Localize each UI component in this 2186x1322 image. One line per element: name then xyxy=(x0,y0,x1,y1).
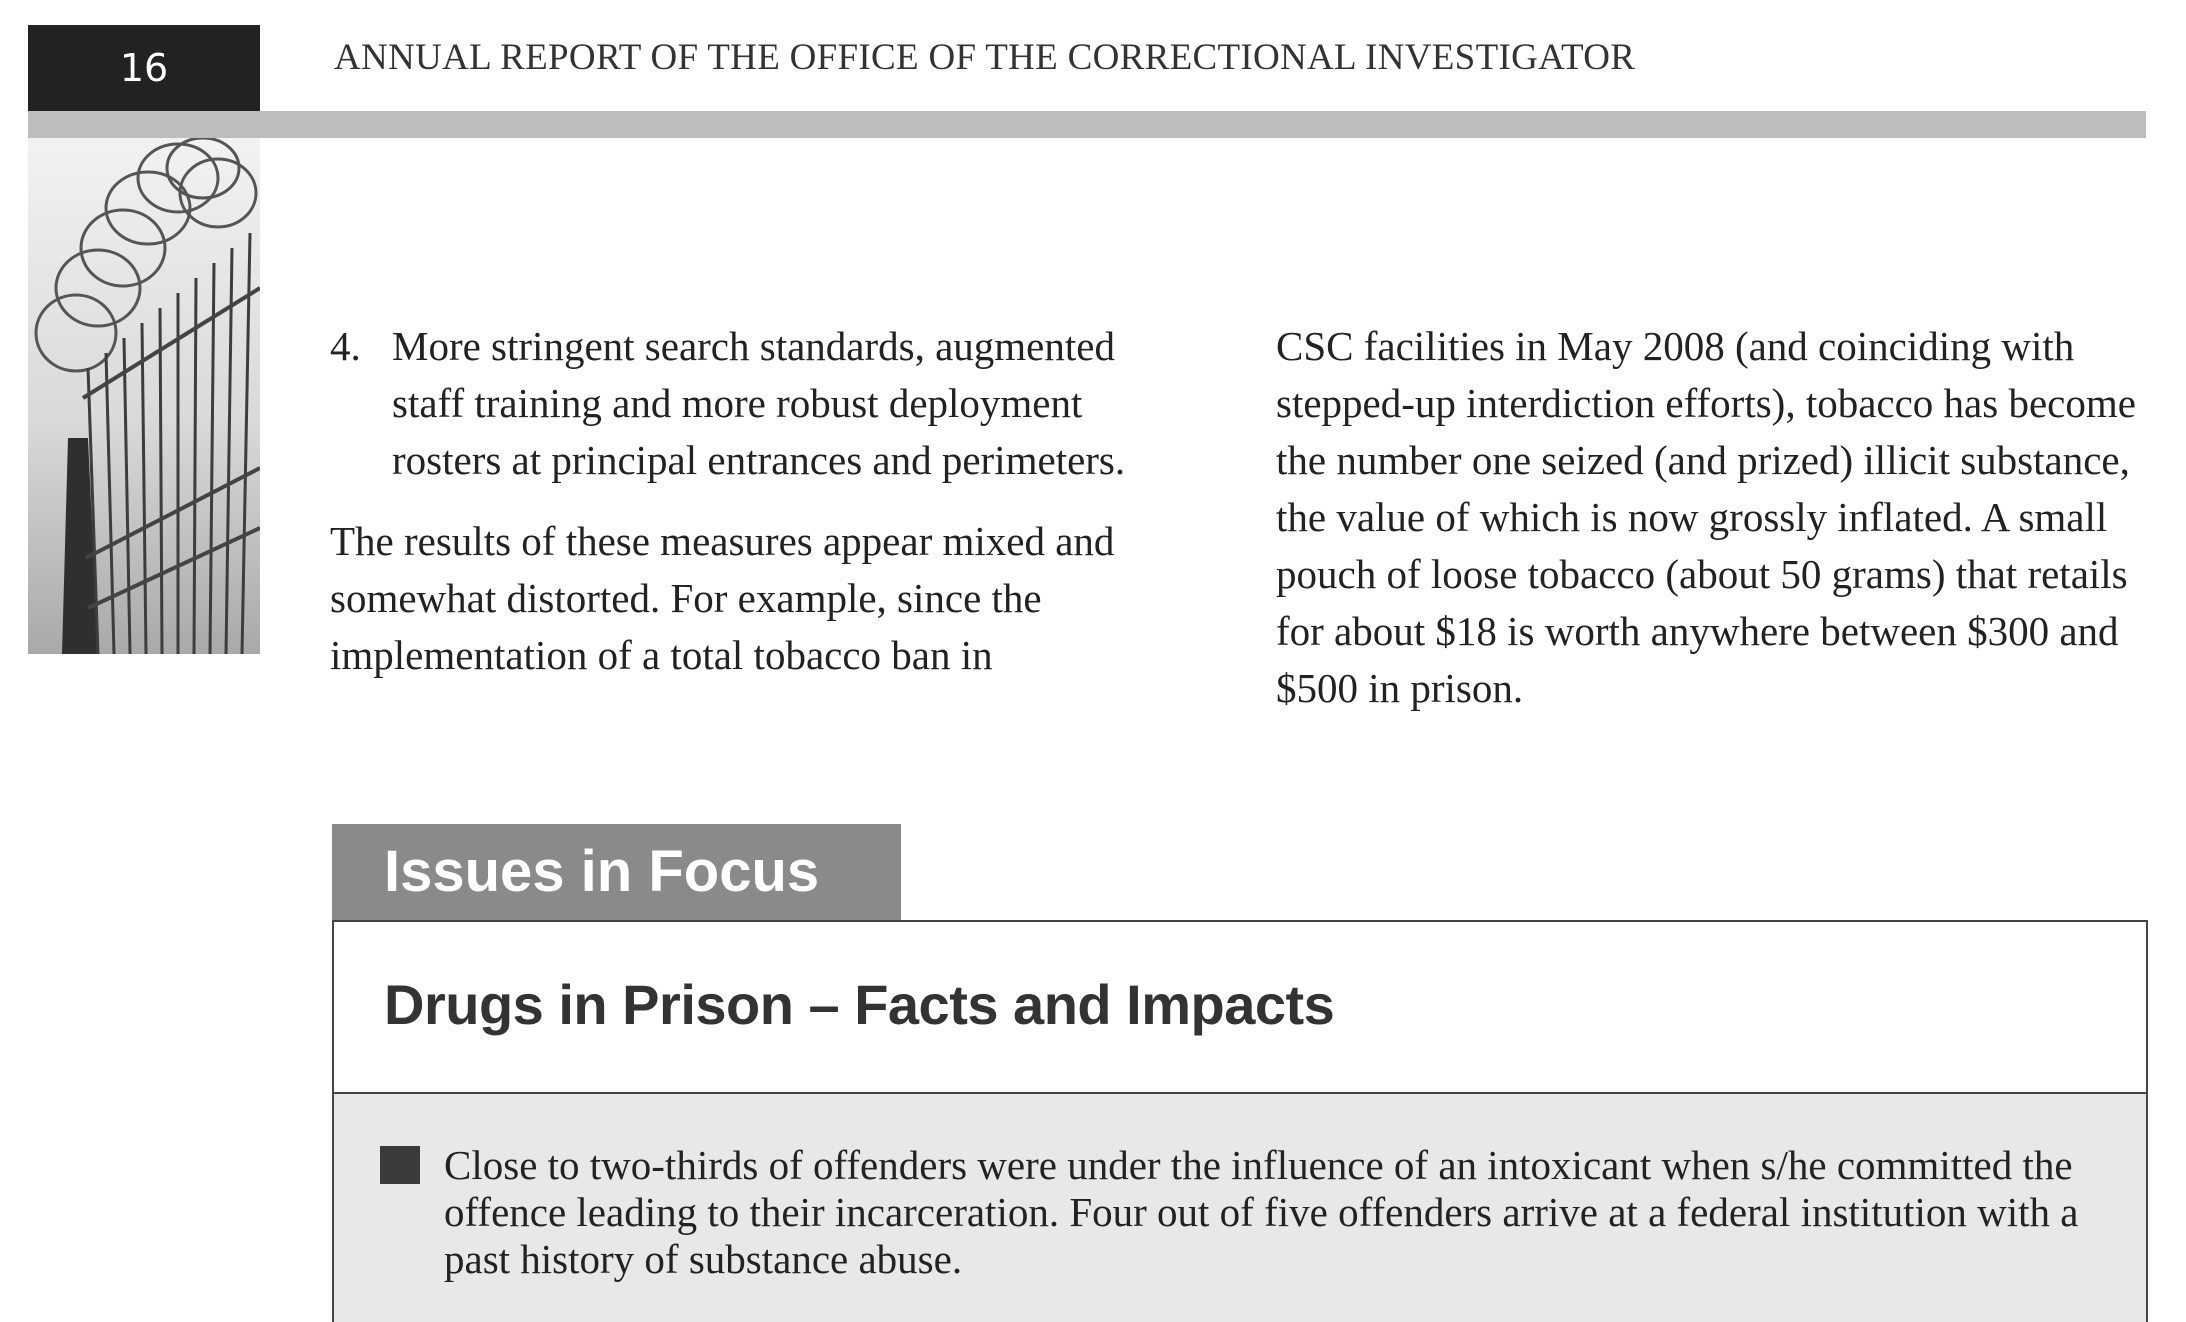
header-rule xyxy=(28,111,2146,138)
list-item-text: More stringent search standards, augmented staff training and more robust deployment rosters at principal entrances and perimeters. xyxy=(392,323,1126,483)
body-paragraph: The results of these measures appear mixed and somewhat distorted. For example, since the implementation of a total tobacco ban in xyxy=(330,518,1115,678)
square-bullet-icon xyxy=(380,1146,420,1184)
body-paragraph: CSC facilities in May 2008 (and coinciding with stepped-up interdiction efforts), tobacco has become the number one seized (and prized) illicit substance, the value of which is now grossly inflated. A small pouch of loose tobacco (about 50 grams) that retails for about $18 is worth anywhere between $300 and $500 in prison. xyxy=(1276,323,2136,711)
left-text-column xyxy=(330,318,1160,684)
sidebar-content-box xyxy=(332,1092,2148,1322)
sidebar-title: Drugs in Prison – Facts and Impacts xyxy=(384,973,1335,1036)
list-number: 4. xyxy=(330,323,361,369)
razor-wire-fence-photo xyxy=(28,138,260,654)
bullet-text: Close to two-thirds of offenders were under the influence of an intoxicant when s/he committed the offence leading to their incarceration. Four out of five offenders arrive at a federal institution with a past history of substance abuse. xyxy=(444,1142,2079,1282)
fence-illustration xyxy=(28,138,260,654)
running-head: ANNUAL REPORT OF THE OFFICE OF THE CORRECTIONAL INVESTIGATOR xyxy=(334,37,1636,78)
issues-in-focus-tab: Issues in Focus xyxy=(332,824,901,920)
sidebar-title-box xyxy=(332,920,2148,1094)
page-number: 16 xyxy=(28,25,260,111)
right-text-column xyxy=(1276,318,2156,717)
list-item xyxy=(330,318,1160,489)
